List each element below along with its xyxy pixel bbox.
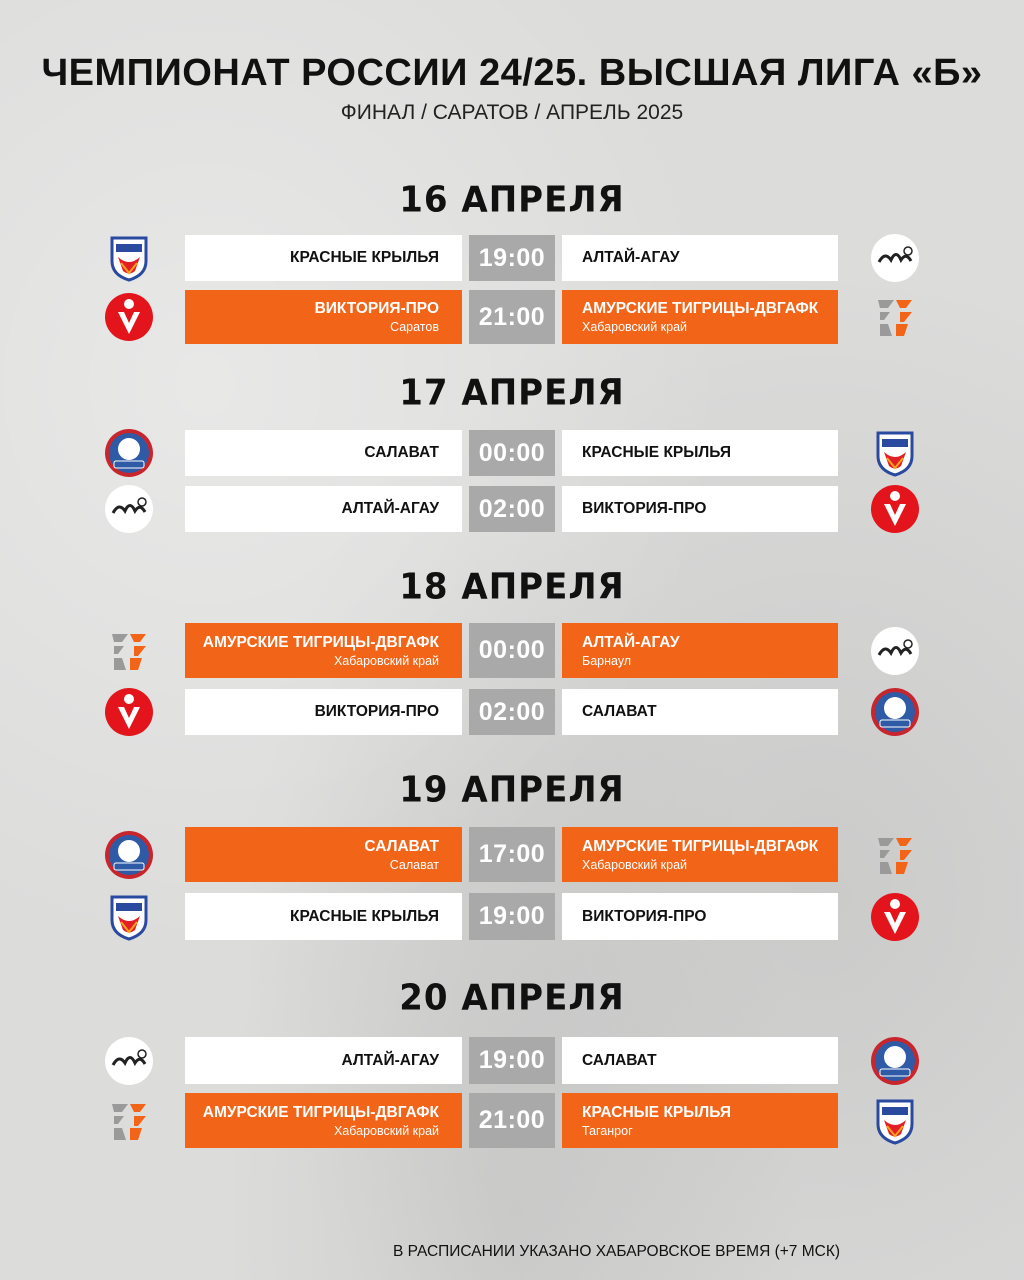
away-team: [562, 689, 838, 735]
team-city: Хабаровский край: [582, 857, 688, 872]
home-team: [185, 893, 462, 940]
away-team: [562, 1037, 838, 1084]
match-row: [0, 430, 1024, 476]
day-heading: 18 АПРЕЛЯ: [399, 566, 625, 608]
viktoriya-logo: [870, 892, 920, 942]
home-team: [185, 235, 462, 281]
altai-logo: [870, 626, 920, 676]
page-title: ЧЕМПИОНАТ РОССИИ 24/25. ВЫСШАЯ ЛИГА «Б»: [41, 52, 983, 94]
away-team: [562, 623, 838, 678]
team-city: Хабаровский край: [333, 653, 439, 668]
team-name: САЛАВАТ: [364, 837, 439, 855]
match-row: [0, 486, 1024, 532]
team-name: КРАСНЫЕ КРЫЛЬЯ: [290, 249, 439, 266]
team-name: АМУРСКИЕ ТИГРИЦЫ-ДВГАФК: [202, 1103, 439, 1121]
match-row: [0, 1093, 1024, 1148]
team-name: САЛАВАТ: [364, 444, 439, 461]
krasnye-krylya-logo: [104, 892, 154, 942]
home-team: [185, 1037, 462, 1084]
day-heading: 20 АПРЕЛЯ: [399, 977, 625, 1019]
team-name: АМУРСКИЕ ТИГРИЦЫ-ДВГАФК: [582, 837, 819, 855]
match-time: 21:00: [469, 290, 555, 344]
day-heading: 17 АПРЕЛЯ: [399, 372, 625, 414]
away-team: [562, 486, 838, 532]
home-team: [185, 430, 462, 476]
team-name: КРАСНЫЕ КРЫЛЬЯ: [582, 444, 731, 461]
salavat-logo: [870, 687, 920, 737]
home-team: [185, 827, 462, 882]
home-team: [185, 290, 462, 344]
team-name: ВИКТОРИЯ-ПРО: [582, 500, 707, 517]
amurskie-tigritsy-logo: [104, 1096, 154, 1146]
match-time: 02:00: [469, 486, 555, 532]
match-row: [0, 235, 1024, 281]
team-city: Салават: [389, 857, 439, 872]
viktoriya-logo: [104, 687, 154, 737]
team-name: КРАСНЫЕ КРЫЛЬЯ: [582, 1103, 731, 1121]
altai-logo: [104, 484, 154, 534]
day-heading: 19 АПРЕЛЯ: [399, 769, 625, 811]
team-name: АМУРСКИЕ ТИГРИЦЫ-ДВГАФК: [202, 633, 439, 651]
home-team: [185, 623, 462, 678]
krasnye-krylya-logo: [870, 1096, 920, 1146]
salavat-logo: [104, 428, 154, 478]
team-name: САЛАВАТ: [582, 1051, 657, 1069]
team-city: Хабаровский край: [582, 320, 688, 334]
page-subtitle: ФИНАЛ / САРАТОВ / АПРЕЛЬ 2025: [340, 101, 684, 124]
match-time: 02:00: [469, 689, 555, 735]
altai-logo: [104, 1036, 154, 1086]
team-name: АЛТАЙ-АГАУ: [341, 1051, 439, 1069]
team-name: АМУРСКИЕ ТИГРИЦЫ-ДВГАФК: [582, 300, 819, 317]
match-time: 21:00: [469, 1093, 555, 1148]
team-name: АЛТАЙ-АГАУ: [341, 500, 439, 517]
away-team: [562, 827, 838, 882]
altai-logo: [870, 233, 920, 283]
team-city: Барнаул: [582, 653, 632, 668]
team-name: ВИКТОРИЯ-ПРО: [314, 300, 439, 317]
match-time: 19:00: [469, 235, 555, 281]
match-row: [0, 689, 1024, 735]
match-row: [0, 623, 1024, 678]
salavat-logo: [104, 830, 154, 880]
away-team: [562, 235, 838, 281]
away-team: [562, 430, 838, 476]
match-time: 00:00: [469, 623, 555, 678]
away-team: [562, 1093, 838, 1148]
team-name: КРАСНЫЕ КРЫЛЬЯ: [290, 907, 439, 925]
match-time: 17:00: [469, 827, 555, 882]
match-time: 00:00: [469, 430, 555, 476]
team-city: Таганрог: [582, 1123, 633, 1138]
salavat-logo: [870, 1036, 920, 1086]
match-row: [0, 893, 1024, 940]
amurskie-tigritsy-logo: [870, 292, 920, 342]
match-row: [0, 290, 1024, 344]
day-heading: 16 АПРЕЛЯ: [399, 179, 625, 221]
team-name: АЛТАЙ-АГАУ: [582, 249, 680, 266]
krasnye-krylya-logo: [104, 233, 154, 283]
viktoriya-logo: [870, 484, 920, 534]
team-city: Саратов: [390, 320, 439, 334]
match-row: [0, 827, 1024, 882]
amurskie-tigritsy-logo: [104, 626, 154, 676]
match-time: 19:00: [469, 1037, 555, 1084]
home-team: [185, 486, 462, 532]
krasnye-krylya-logo: [870, 428, 920, 478]
away-team: [562, 893, 838, 940]
team-name: ВИКТОРИЯ-ПРО: [314, 703, 439, 720]
team-name: САЛАВАТ: [582, 703, 657, 720]
timezone-footnote: В РАСПИСАНИИ УКАЗАНО ХАБАРОВСКОЕ ВРЕМЯ (+7 МСК): [393, 1243, 841, 1260]
away-team: [562, 290, 838, 344]
amurskie-tigritsy-logo: [870, 830, 920, 880]
home-team: [185, 1093, 462, 1148]
team-name: ВИКТОРИЯ-ПРО: [582, 907, 707, 925]
team-city: Хабаровский край: [333, 1123, 439, 1138]
viktoriya-logo: [104, 292, 154, 342]
match-row: [0, 1037, 1024, 1084]
home-team: [185, 689, 462, 735]
match-time: 19:00: [469, 893, 555, 940]
team-name: АЛТАЙ-АГАУ: [582, 633, 680, 651]
